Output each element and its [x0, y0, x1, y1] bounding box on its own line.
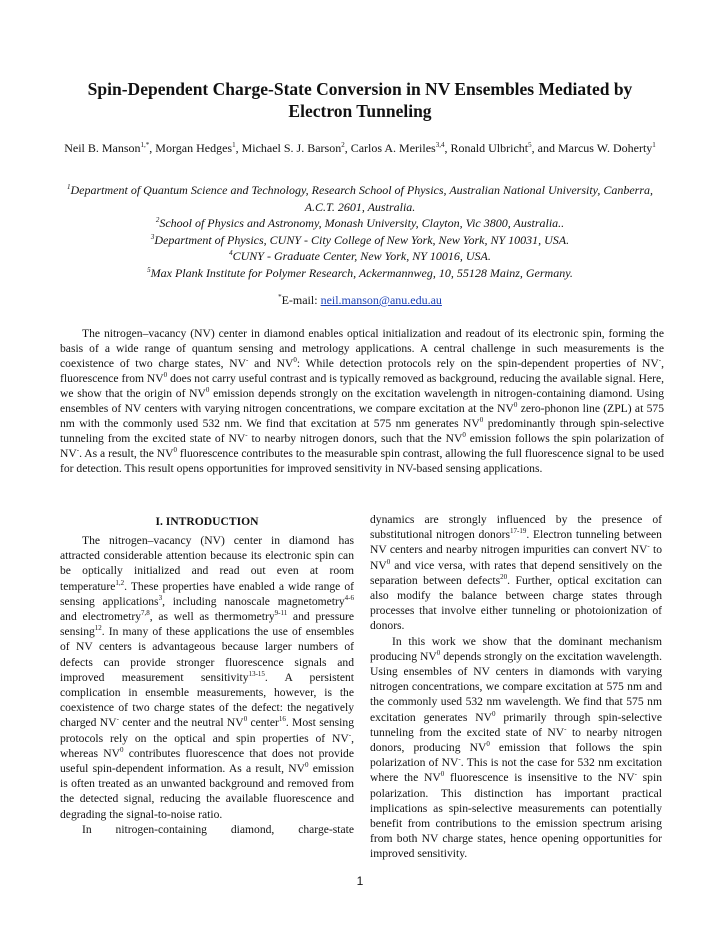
author-list [55, 140, 665, 157]
superscript: 1,2 [115, 578, 125, 587]
affiliation-list [60, 182, 660, 282]
text-run: emission follows the spin polarization of NV [60, 432, 665, 460]
section-heading: I. INTRODUCTION [155, 515, 259, 528]
corresponding-marker: * [278, 293, 282, 301]
page-number: 1 [356, 874, 364, 888]
author-separator: , [235, 141, 242, 155]
author-name: Ronald Ulbricht [450, 141, 529, 155]
text-run: contributes fluorescence that does not provide useful spin-dependent information. As a result, NV [60, 746, 354, 776]
author-affiliation-marker: 5 [528, 141, 532, 149]
text-run: to nearby nitrogen donors, producing NV [370, 725, 662, 755]
superscript: 20 [500, 572, 508, 581]
text-run: . Electron tunneling between NV centers and nearby nitrogen impurities can convert NV [370, 528, 662, 557]
affiliation-text: Max Plank Institute for Polymer Research, Ackermannweg, 10, 55128 Mainz, Germany. [150, 265, 573, 280]
superscript: 0 [205, 386, 210, 395]
text-run: . In many of these applications the use of ensembles of NV centers is advantageous because larger numbers of defects can provide stronger fluorescence signals and improved measurement sensitivity [60, 625, 354, 684]
text-run: . This is not the case for 532 nm excitation where the NV [370, 756, 662, 785]
text-run: fluorescence is insensitive to the NV [444, 771, 635, 785]
superscript: - [116, 715, 119, 724]
left-column [60, 514, 354, 837]
superscript: 0 [243, 715, 248, 724]
text-run: and vice versa, with rates that depend sensitively on the separation between defects [370, 558, 662, 587]
text-run: : While detection protocols rely on the spin-dependent properties of NV [296, 357, 659, 370]
superscript: 16 [278, 715, 286, 724]
email-link[interactable]: neil.manson@anu.edu.au [320, 293, 442, 307]
superscript: 7,8 [141, 609, 150, 618]
affiliation [60, 248, 660, 265]
text-run: In this work we show that the dominant mechanism producing NV [370, 634, 662, 663]
contact-email [60, 292, 660, 308]
text-run: , including nanoscale magnetometry [162, 594, 345, 608]
text-run: emission is often treated as an unwanted background and removed from the detected signal, reducing the available fluorescence and degrading the signal-to-noise ratio. [60, 762, 354, 821]
superscript: 13-15 [248, 669, 265, 678]
author-separator: , [444, 141, 451, 155]
affiliation-number: 3 [150, 232, 155, 241]
superscript: 0 [436, 648, 441, 657]
author-affiliation-marker: 1,* [140, 141, 150, 149]
text-run: fluorescence contributes to the measurable spin contrast, allowing the full fluorescence signal to be used for detection. This result opens opportunities for improved sensitivity in NV-based sensing applications. [60, 447, 664, 475]
superscript: 0 [479, 416, 484, 425]
intro-paragraph [60, 822, 354, 837]
author-affiliation-marker: 2 [341, 141, 345, 149]
superscript: - [76, 446, 80, 455]
superscript: - [564, 724, 567, 733]
text-run: emission that follows the spin polarization of NV [370, 741, 662, 770]
text-run: The nitrogen–vacancy (NV) center in diamond has attracted considerable attention because its electronic spin can be optically initialized and read out even at room temperature [60, 534, 354, 593]
text-run: center and the neutral NV [118, 716, 244, 730]
author-name: Michael S. J. Barson [241, 141, 342, 155]
author-separator: , [149, 141, 156, 155]
superscript: - [245, 356, 249, 365]
text-run: predominantly through spin-selective tunneling from the excited state of NV [60, 417, 664, 445]
affiliation-text: School of Physics and Astronomy, Monash University, Clayton, Vic 3800, Australia.. [159, 216, 565, 231]
superscript: 0 [462, 431, 466, 440]
text-run: dynamics are strongly influenced by the presence of substitutional nitrogen donors [370, 513, 662, 542]
text-run: and NV [248, 357, 294, 370]
affiliation-number: 2 [155, 216, 160, 225]
superscript: 9-11 [274, 609, 288, 618]
superscript: - [658, 356, 662, 365]
email-label: E-mail: [281, 293, 321, 307]
affiliation-number: 5 [147, 265, 151, 274]
affiliation [60, 265, 660, 282]
text-run: , as well as thermometry [149, 610, 275, 624]
text-run: , whereas NV [60, 731, 354, 760]
superscript: 0 [305, 761, 309, 770]
affiliation-number: 4 [229, 249, 233, 258]
superscript: 0 [293, 356, 297, 365]
text-run: The nitrogen–vacancy (NV) center in diamond enables optical initialization and readout of its electronic spin, forming the basis of a wide range of quantum sensing and metrology applications. A central challenge in such measurements is the coexistence of two charge states, NV [60, 327, 664, 370]
intro-paragraph [370, 634, 662, 862]
text-run: In nitrogen-containing diamond, charge-state [82, 822, 354, 836]
superscript: 0 [386, 557, 391, 566]
text-run: spin polarization. This distinction has important practical implications as spin-selective measurements can potentially benefit from contributions to the emission spectrum arising from both NV charge states, hence opening opportunities for improved sensitivity. [370, 771, 662, 861]
affiliation-number: 1 [67, 183, 71, 191]
paper-title: Spin-Dependent Charge-State Conversion in NV Ensembles Mediated by Electron Tunneling [87, 79, 633, 121]
text-run: . These properties have enabled a wide range of sensing applications [60, 579, 354, 608]
superscript: - [245, 431, 248, 440]
text-run: does not carry useful contrast and is typically removed as background, reducing the available signal. Here, we show that the origin of NV [60, 372, 664, 400]
abstract [60, 326, 664, 476]
text-run: and electrometry [60, 610, 142, 624]
text-run: to nearby nitrogen donors, such that the NV [247, 432, 463, 445]
text-run: . A persistent complication in ensemble measurements, however, is the coexistence of two charge states of the defect: the negatively charged NV [60, 670, 354, 730]
author-name: Marcus W. Doherty [557, 141, 653, 155]
superscript: 0 [173, 446, 178, 455]
superscript: 3 [158, 593, 163, 602]
superscript: - [634, 770, 637, 779]
superscript: - [458, 755, 461, 764]
superscript: 0 [119, 745, 124, 754]
intro-paragraph [60, 533, 354, 822]
superscript: - [348, 730, 352, 739]
author-affiliation-marker: 1 [652, 141, 656, 149]
author-affiliation-marker: 3,4 [435, 141, 445, 149]
affiliation-text: Department of Physics, CUNY - City College of New York, New York, NY 10031, USA. [154, 232, 570, 247]
text-run: , fluorescence from NV [60, 357, 664, 385]
superscript: 12 [94, 624, 102, 633]
affiliation [60, 182, 660, 215]
superscript: - [647, 542, 650, 551]
affiliation-text: CUNY - Graduate Center, New York, NY 10016, USA. [232, 249, 491, 264]
superscript: 4-6 [344, 593, 355, 602]
affiliation [60, 215, 660, 232]
text-run: . Further, optical excitation can also modify the balance between charge states through processes that involve either tunneling or photoionization of donors. [370, 573, 662, 633]
superscript: 0 [486, 740, 490, 749]
superscript: 0 [440, 770, 445, 779]
superscript: 0 [513, 401, 518, 410]
right-column [370, 512, 662, 862]
intro-paragraph [370, 512, 662, 634]
text-run: to NV [370, 543, 662, 572]
author-name: Morgan Hedges [155, 141, 233, 155]
text-run: primarily through spin-selective tunneling from the excited state of NV [370, 710, 662, 739]
superscript: 17-19 [510, 527, 527, 536]
text-run: center [247, 716, 279, 730]
text-run: emission depends strongly on the excitation wavelength in nitrogen-containing diamond. Using ensembles of NV centers with varying nitrogen concentrations, we compare excitation at the NV [60, 387, 664, 415]
author-separator: , and [531, 141, 558, 155]
text-run: and pressure sensing [60, 610, 355, 639]
text-run: . As a result, the NV [79, 447, 174, 460]
author-name: Carlos A. Meriles [350, 141, 436, 155]
superscript: 0 [163, 371, 168, 380]
author-name: Neil B. Manson [64, 141, 141, 155]
affiliation [60, 232, 660, 249]
affiliation-text: Department of Quantum Science and Technology, Research School of Physics, Australian National University, Canberra, A.C.T. 2601, Australia. [70, 183, 653, 214]
author-affiliation-marker: 1 [232, 141, 236, 149]
text-run: . Most sensing protocols rely on the optical and spin properties of NV [60, 716, 354, 745]
text-run: depends strongly on the excitation wavelength. Using ensembles of NV centers in diamonds with varying nitrogen concentrations, we compare excitation at 575 nm and the commonly used 532 nm wavelength. We find that 575 nm excitation generates NV [370, 649, 662, 724]
author-separator: , [344, 141, 351, 155]
superscript: 0 [491, 709, 496, 718]
text-run: zero-phonon line (ZPL) at 575 nm with the commonly used 532 nm. We find that excitation at 575 nm generates NV [60, 402, 664, 430]
